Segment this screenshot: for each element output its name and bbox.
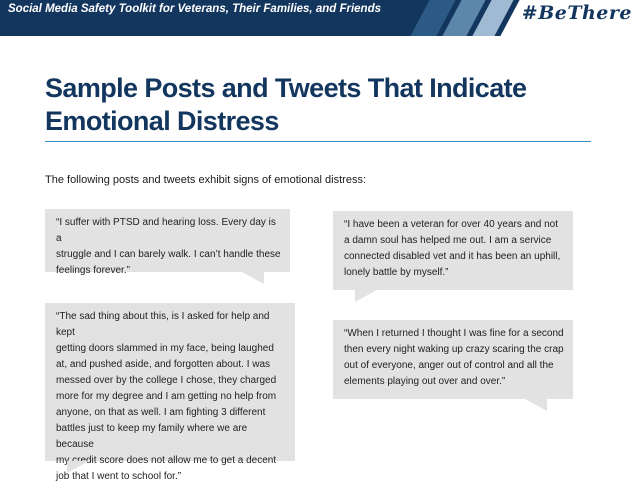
quote-line: then every night waking up crazy scaring the crap [344,344,564,355]
header-band [0,0,640,36]
page-title [45,72,565,138]
quote-line: my credit score does not allow me to get a decent [56,455,277,466]
quote-line: more for my degree and I am getting no help from [56,391,277,402]
toolkit-title: Social Media Safety Toolkit for Veterans, Their Families, and Friends [8,3,381,15]
title-divider [45,141,591,142]
quote-line: out of everyone, anger out of control and all the [344,360,554,371]
quote-line: a damn soul has helped me out. I am a service [344,235,552,246]
page-title-line: Emotional Distress [45,106,279,136]
quote-line: “I have been a veteran for over 40 years and not [344,219,559,230]
quote-line: messed over by the college I chose, they charged [56,375,277,386]
quote-line: “I suffer with PTSD and hearing loss. Every day is a [56,217,276,244]
quote-line: anyone, on that as well. I am fighting 3 different [56,407,266,418]
quote-line: struggle and I can barely walk. I can’t handle these [56,249,281,260]
quote-line: job that I went to school for.” [56,471,182,482]
quote-bubble [45,303,295,482]
quote-bubble [333,320,573,399]
quote-line: feelings forever.” [56,265,130,276]
quote-line: lonely battle by myself.” [344,267,449,278]
quote-bubble [333,211,573,290]
quote-bubble [45,209,290,276]
page-title-line: Sample Posts and Tweets That Indicate [45,73,527,103]
quote-line: “When I returned I thought I was fine for a second [344,328,564,339]
quote-line: “The sad thing about this, is I asked for help and kept [56,311,270,338]
quote-line: connected disabled vet and it has been an uphill, [344,251,561,262]
bethere-hashtag-logo: #BeThere [521,2,632,24]
quote-line: elements playing out over and over.” [344,376,506,387]
intro-text: The following posts and tweets exhibit signs of emotional distress: [45,174,366,186]
quote-line: at, and pushed aside, and forgotten about. I was [56,359,271,370]
quote-line: battles just to keep my family where we are because [56,423,248,450]
quote-line: getting doors slammed in my face, being laughed [56,343,274,354]
